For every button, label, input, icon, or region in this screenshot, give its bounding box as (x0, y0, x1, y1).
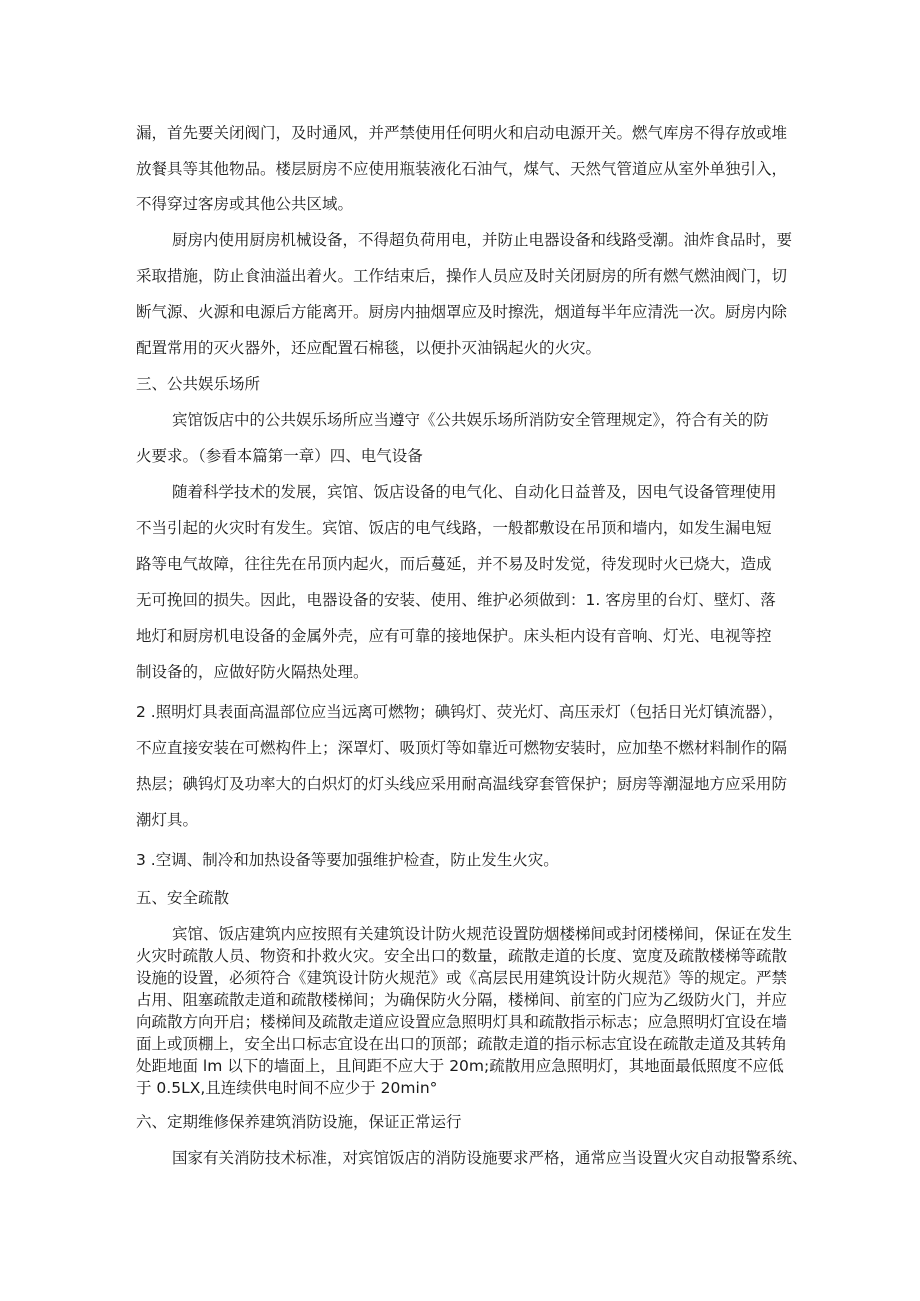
paragraph-line: 放餐具等其他物品。楼层厨房不应使用瓶装液化石油气，煤气、天然气管道应从室外单独引入， (136, 160, 788, 178)
paragraph-line: 不应直接安装在可燃构件上；深罩灯、吸顶灯等如靠近可燃物安装时，应加垫不燃材料制作的隔 (136, 739, 788, 757)
paragraph-line: 不得穿过客房或其他公共区域。 (136, 195, 354, 213)
list-item-line: 3 .空调、制冷和加热设备等要加强维护检查，防止发生火灾。 (136, 851, 559, 869)
paragraph-line: 断气源、火源和电源后方能离开。厨房内抽烟罩应及时擦洗，烟道每半年应清洗一次。厨房内除 (136, 303, 788, 321)
paragraph-line: 占用、阻塞疏散走道和疏散楼梯间；为确保防火分隔，楼梯间、前室的门应为乙级防火门，并应 (136, 991, 788, 1009)
paragraph-line: 随着科学技术的发展，宾馆、饭店设备的电气化、自动化日益普及，因电气设备管理使用 (172, 483, 777, 501)
paragraph-line: 漏，首先要关闭阀门，及时通风，并严禁使用任何明火和启动电源开关。燃气库房不得存放或堆 (136, 124, 788, 142)
paragraph-line: 热层；碘钨灯及功率大的白炽灯的灯头线应采用耐高温线穿套管保护；厨房等潮湿地方应采用防 (136, 775, 788, 793)
paragraph-line: 路等电气故障，往往先在吊顶内起火，而后蔓延，并不易及时发觉，待发现时火已烧大，造成 (136, 555, 772, 573)
paragraph-line: 厨房内使用厨房机械设备，不得超负荷用电，并防止电器设备和线路受潮。油炸食品时，要 (172, 231, 793, 249)
paragraph-line: 配置常用的灭火器外，还应配置石棉毯，以便扑灭油锅起火的火灾。 (136, 339, 602, 357)
list-item-line: 2 .照明灯具表面高温部位应当远离可燃物；碘钨灯、荧光灯、高压汞灯（包括日光灯镇流器）， (136, 703, 784, 721)
section-heading: 五、安全疏散 (136, 889, 230, 907)
paragraph-line: 制设备的，应做好防火隔热处理。 (136, 663, 369, 681)
section-heading: 六、定期维修保养建筑消防设施，保证正常运行 (136, 1113, 462, 1131)
paragraph-line: 处距地面 lm 以下的墙面上，且间距不应大于 20m;疏散用应急照明灯，其地面最低照度不应低 (136, 1057, 784, 1075)
paragraph-line: 采取措施，防止食油溢出着火。工作结束后，操作人员应及时关闭厨房的所有燃气燃油阀门，切 (136, 267, 788, 285)
paragraph-line: 无可挽回的损失。因此，电器设备的安装、使用、维护必须做到：1. 客房里的台灯、壁灯、落 (136, 591, 776, 609)
paragraph-line: 于 0.5LX,且连续供电时间不应少于 20min° (136, 1079, 438, 1097)
paragraph-line: 火要求。（参看本篇第一章）四、电气设备 (136, 447, 423, 465)
paragraph-line: 面上或顶棚上，安全出口标志宜设在出口的顶部；疏散走道的指示标志宜设在疏散走道及其转角 (136, 1035, 788, 1053)
paragraph-line: 宾馆、饭店建筑内应按照有关建筑设计防火规范设置防烟楼梯间或封闭楼梯间，保证在发生 (172, 925, 793, 943)
paragraph-line: 不当引起的火灾时有发生。宾馆、饭店的电气线路，一般都敷设在吊顶和墙内，如发生漏电短 (136, 519, 772, 537)
paragraph-line: 向疏散方向开启；楼梯间及疏散走道应设置应急照明灯具和疏散指示标志；应急照明灯宜设在墙 (136, 1013, 788, 1031)
paragraph-line: 国家有关消防技术标准，对宾馆饭店的消防设施要求严格，通常应当设置火灾自动报警系统、 (172, 1149, 808, 1167)
paragraph-line: 潮灯具。 (136, 811, 199, 829)
paragraph-line: 火灾时疏散人员、物资和扑救火灾。安全出口的数量，疏散走道的长度、宽度及疏散楼梯等疏散 (136, 947, 788, 965)
paragraph-line: 地灯和厨房机电设备的金属外壳，应有可靠的接地保护。床头柜内设有音响、灯光、电视等控 (136, 627, 772, 645)
paragraph-line: 设施的设置，必须符合《建筑设计防火规范》或《高层民用建筑设计防火规范》等的规定。严禁 (136, 969, 788, 987)
section-heading: 三、公共娱乐场所 (136, 375, 261, 393)
paragraph-line: 宾馆饭店中的公共娱乐场所应当遵守《公共娱乐场所消防安全管理规定》，符合有关的防 (172, 411, 769, 429)
